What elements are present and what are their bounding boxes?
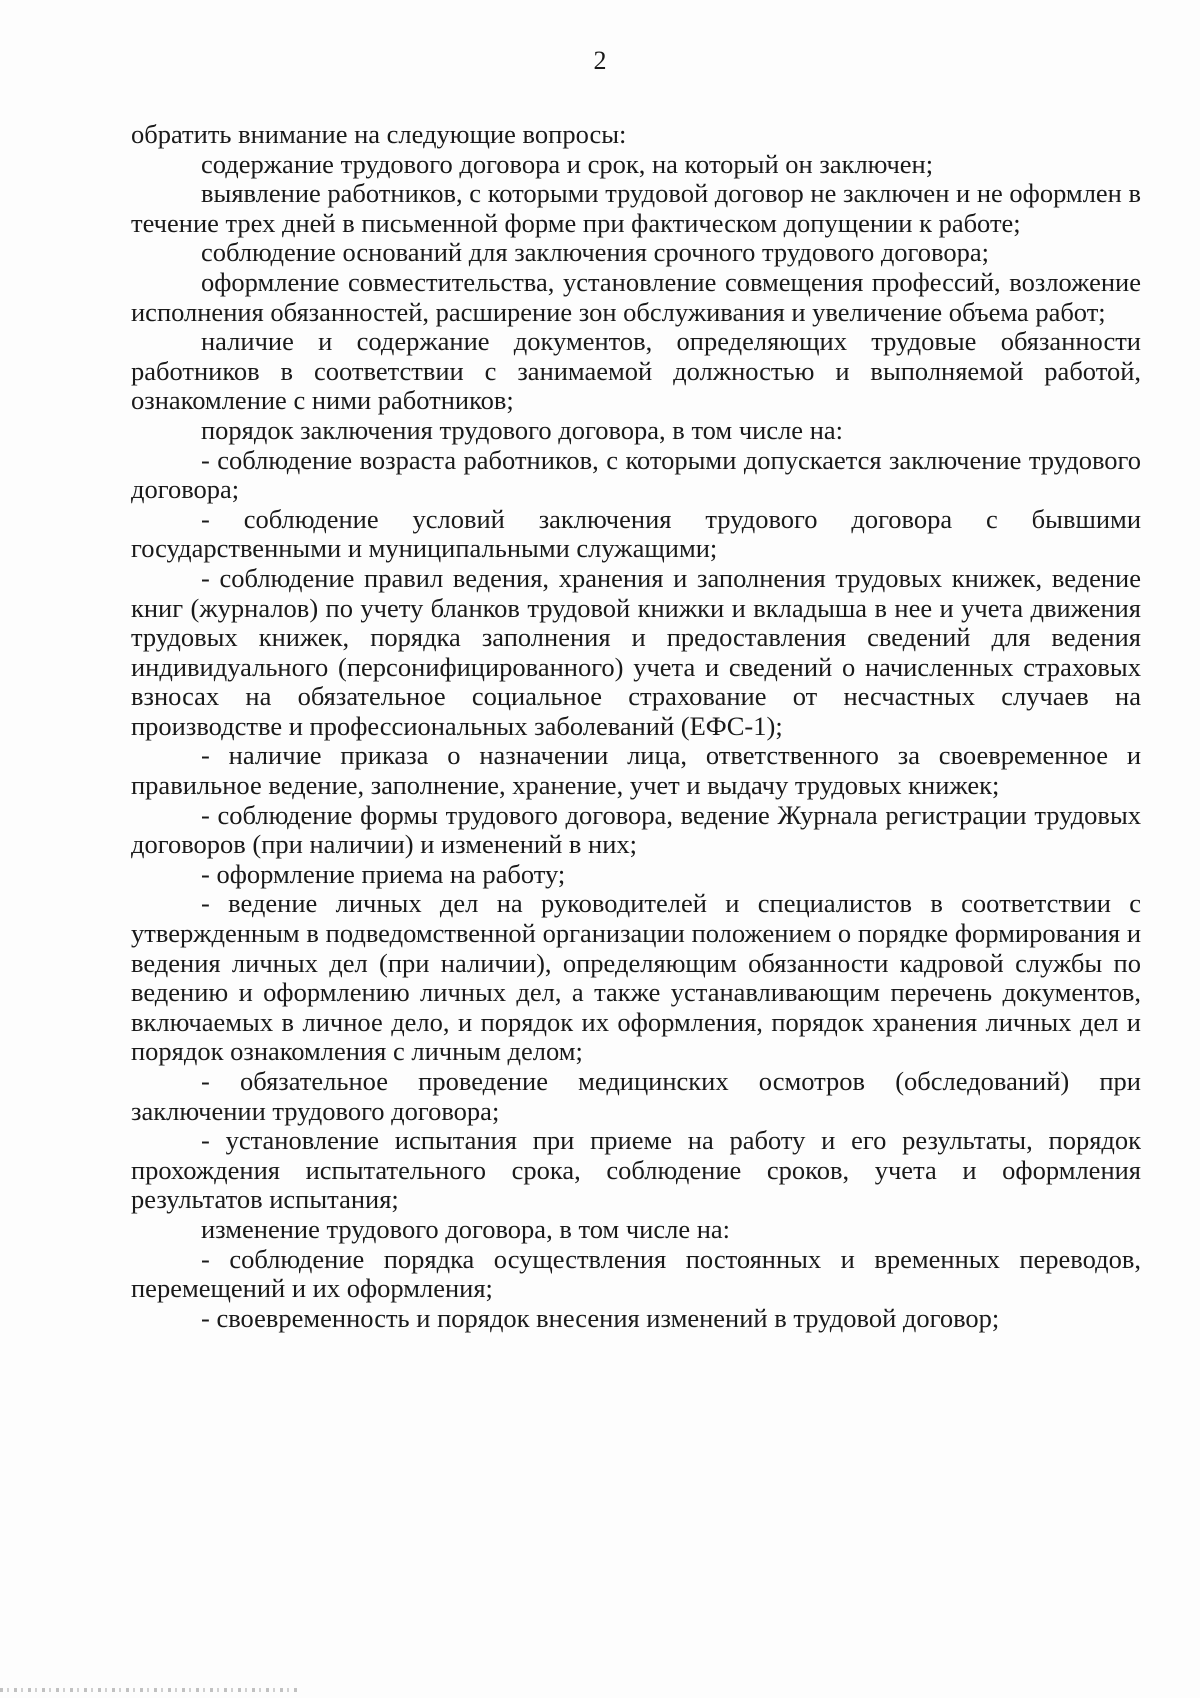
paragraph-intro: обратить внимание на следующие вопросы: [131, 119, 627, 149]
scan-edge-artifact [0, 1688, 300, 1692]
paragraph: наличие и содержание документов, определяющих трудовые обязанности работников в соответствии с занимаемой должностью и выполняемой работой, ознакомление с ними работников; [131, 326, 1141, 416]
paragraph: выявление работников, с которыми трудовой договор не заключен и не оформлен в течение трех дней в письменной форме при фактическом допущении к работе; [131, 178, 1141, 238]
list-item: - своевременность и порядок внесения изменений в трудовой договор; [201, 1302, 1000, 1333]
paragraph: порядок заключения трудового договора, в том числе на: [201, 414, 844, 445]
document-body [131, 120, 1141, 1333]
list-item: - обязательное проведение медицинских осмотров (обследований) при заключении трудового договора; [131, 1066, 1141, 1126]
paragraph: содержание трудового договора и срок, на который он заключен; [201, 148, 934, 179]
list-item: - оформление приема на работу; [201, 858, 566, 889]
paragraph: соблюдение оснований для заключения срочного трудового договора; [201, 237, 989, 268]
list-item: - соблюдение возраста работников, с которыми допускается заключение трудового договора; [131, 444, 1141, 505]
page-number: 2 [593, 46, 607, 75]
list-item: - установление испытания при приеме на работу и его результаты, порядок прохождения испытательного срока, соблюдение сроков, учета и оформления результатов испытания; [131, 1125, 1141, 1215]
paragraph: оформление совместительства, установление совмещения профессий, возложение исполнения обязанностей, расширение зон обслуживания и увеличение объема работ; [131, 266, 1141, 327]
paragraph: изменение трудового договора, в том числе на: [201, 1213, 731, 1244]
list-item: - соблюдение порядка осуществления постоянных и временных переводов, перемещений и их оформления; [131, 1243, 1141, 1304]
list-item: - соблюдение условий заключения трудового договора с бывшими государственными и муниципальными служащими; [131, 503, 1141, 564]
list-item: - наличие приказа о назначении лица, ответственного за своевременное и правильное ведение, заполнение, хранение, учет и выдачу трудовых книжек; [131, 740, 1141, 801]
list-item: - соблюдение формы трудового договора, ведение Журнала регистрации трудовых договоров (при наличии) и изменений в них; [131, 799, 1141, 860]
list-item: - ведение личных дел на руководителей и специалистов в соответствии с утвержденным в подведомственной организации положением о порядке формирования и ведения личных дел (при наличии), определяющим обязанности кадровой службы по ведению и оформлению личных дел, а также устанавливающим перечень документов, включаемых в личное дело, и порядок их оформления, порядок хранения личных дел и порядок ознакомления с личным делом; [131, 888, 1141, 1067]
list-item: - соблюдение правил ведения, хранения и заполнения трудовых книжек, ведение книг (журналов) по учету бланков трудовой книжки и вкладыша в нее и учета движения трудовых книжек, порядка заполнения и предоставления сведений для ведения индивидуального (персонифицированного) учета и сведений о начисленных страховых взносах на обязательное социальное страхование от несчастных случаев на производстве и профессиональных заболеваний (ЕФС-1); [131, 562, 1141, 741]
